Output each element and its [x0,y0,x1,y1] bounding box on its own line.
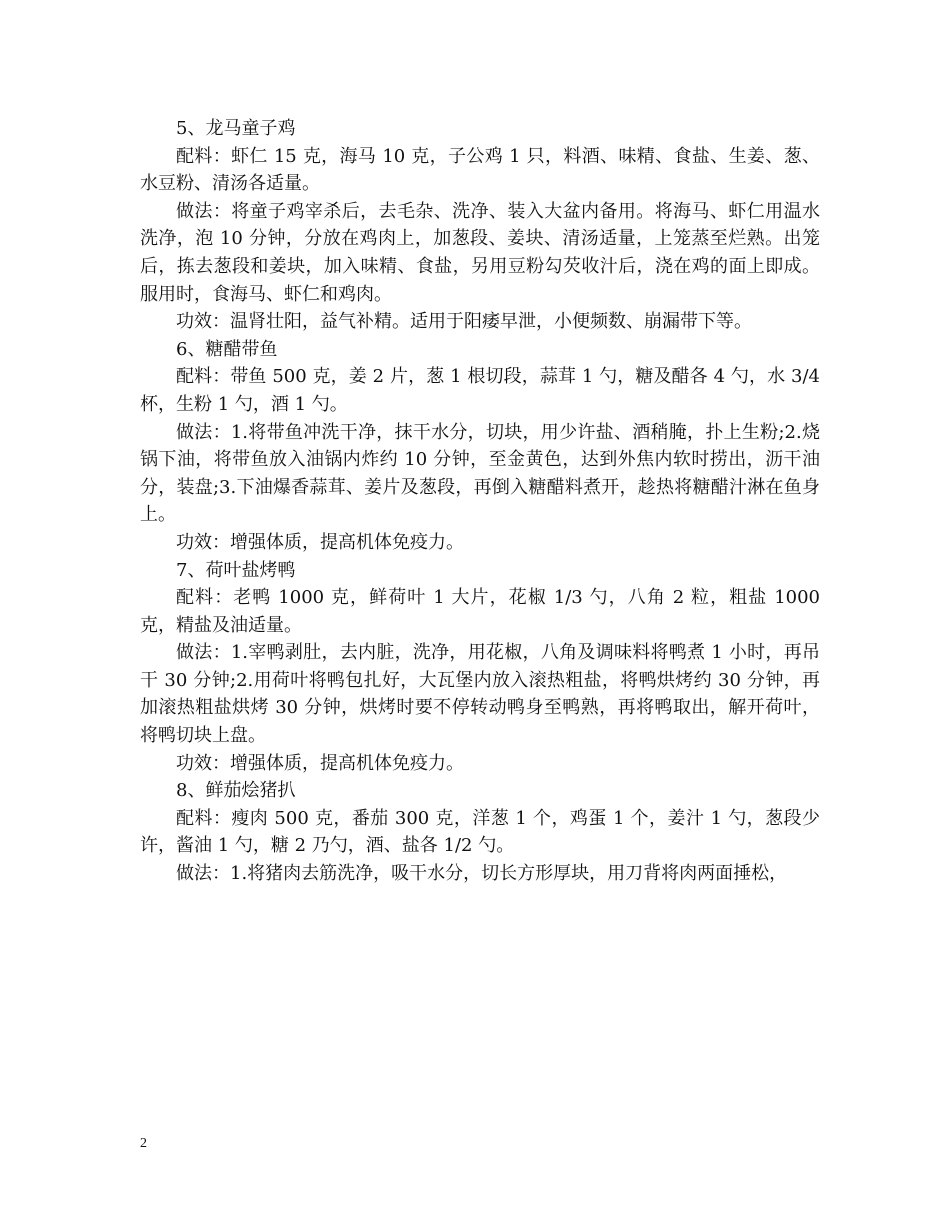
recipe-5-method: 做法：将童子鸡宰杀后，去毛杂、洗净、装入大盆内备用。将海马、虾仁用温水洗净，泡 10 分钟，分放在鸡肉上，加葱段、姜块、清汤适量，上笼蒸至烂熟。出笼后，拣去葱段和姜块，加入味精、食盐，另用豆粉勾芡收汁后，浇在鸡的面上即成。服用时，食海马、虾仁和鸡肉。 [140,200,820,305]
page-number: 2 [140,1136,147,1151]
recipe-8-title: 8、鲜茄烩猪扒 [176,780,296,802]
recipe-6-method: 做法：1.将带鱼冲洗干净，抹干水分，切块，用少许盐、酒稍腌，扑上生粉;2.烧锅下油，将带鱼放入油锅内炸约 10 分钟，至金黄色，达到外焦内软时捞出，沥干油分，装盘;3.下油爆香蒜茸、姜片及葱段，再倒入糖醋料煮开，趁热将糖醋汁淋在鱼身上。 [140,421,820,526]
recipe-7-title: 7、荷叶盐烤鸭 [176,559,296,581]
recipe-7-effect: 功效：增强体质，提高机体免疫力。 [176,752,464,774]
recipe-5-ingredients: 配料：虾仁 15 克，海马 10 克，子公鸡 1 只，料酒、味精、食盐、生姜、葱、水豆粉、清汤各适量。 [140,145,820,195]
document-body [140,115,820,888]
recipe-7-method: 做法：1.宰鸭剥肚，去内脏，洗净，用花椒，八角及调味料将鸭煮 1 小时，再吊干 30 分钟;2.用荷叶将鸭包扎好，大瓦堡内放入滚热粗盐，将鸭烘烤约 30 分钟，再加滚热粗盐烘烤 30 分钟，烘烤时要不停转动鸭身至鸭熟，再将鸭取出，解开荷叶，将鸭切块上盘。 [140,642,820,747]
recipe-5-title: 5、龙马童子鸡 [176,118,296,139]
recipe-8-ingredients: 配料：瘦肉 500 克，番茄 300 克，洋葱 1 个，鸡蛋 1 个，姜汁 1 勺，葱段少许，酱油 1 勺，糖 2 乃勺，酒、盐各 1/2 勺。 [140,807,820,857]
recipe-8-method: 做法：1.将猪肉去筋洗净，吸干水分，切长方形厚块，用刀背将肉两面捶松， [176,863,788,885]
recipe-6-title: 6、糖醋带鱼 [176,338,278,360]
recipe-6-ingredients: 配料：带鱼 500 克，姜 2 片，葱 1 根切段，蒜茸 1 勺，糖及醋各 4 勺，水 3/4 杯，生粉 1 勺，酒 1 勺。 [140,366,820,415]
recipe-5-effect: 功效：温肾壮阳，益气补精。适用于阳痿早泄，小便频数、崩漏带下等。 [176,311,752,333]
recipe-7-ingredients: 配料：老鸭 1000 克，鲜荷叶 1 大片，花椒 1/3 勺，八角 2 粒，粗盐 1000 克，精盐及油适量。 [140,587,820,636]
recipe-6-effect: 功效：增强体质，提高机体免疫力。 [176,531,464,553]
